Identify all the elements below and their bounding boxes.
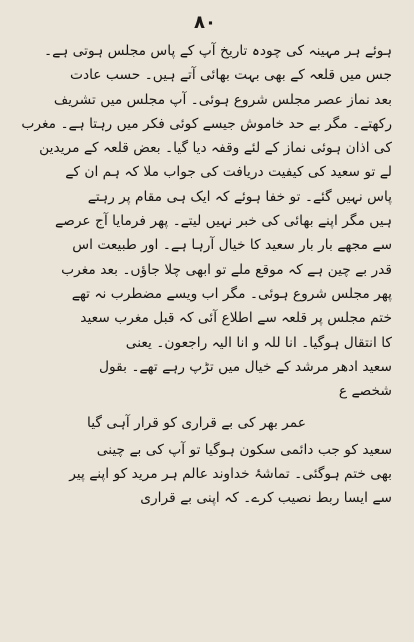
main-paragraph (18, 39, 392, 403)
verse-line: عمر بھر کی بے قراری کو قرار آہی گیا (87, 415, 306, 432)
page-number: ۸۰ (194, 12, 216, 33)
closing-line: بھی ختم ہوگئی۔ تماشۂ خداوند عالم ہر مرید کو اپنے پیر (69, 466, 392, 483)
paragraph-line: رکھتے۔ مگر بے حد خاموش جیسے کوئی فکر میں رہتا ہے۔ مغرب (21, 115, 392, 132)
paragraph-line: لے تو سعید کی کیفیت دریافت کی جواب ملا کہ ہم ان کے (65, 164, 392, 181)
closing-line: سعید کو جب دائمی سکون ہوگیا تو آپ کی بے چینی (96, 441, 392, 458)
paragraph-line: بعد نماز عصر مجلس شروع ہوئی۔ آپ مجلس میں تشریف (53, 91, 392, 108)
paragraph-line: سے مجھے بار بار سعید کا خیال آرہا ہے۔ اور طبیعت اس (72, 237, 392, 254)
paragraph-line: جس میں قلعہ کے بھی بہت بھائی آتے ہیں۔ حسب عادت (69, 67, 392, 84)
paragraph-line: ہوئے ہر مہینہ کی چودہ تاریخ آپ کے پاس مجلس ہوتی ہے۔ (44, 43, 392, 59)
paragraph-line: ہیں مگر اپنے بھائی کی خبر نہیں لیتے۔ پھر فرمایا آج عرصے (55, 213, 392, 230)
paragraph-line: کی اذان ہوئی نماز کے لئے وقفہ دیا گیا۔ بعض قلعہ کے مریدین (39, 140, 392, 157)
paragraph-line: قدر بے چین ہے کہ موقع ملے تو ابھی چلا جاؤں۔ بعد مغرب (61, 261, 392, 278)
closing-line: سے ایسا ربط نصیب کرے۔ کہ اپنی بے قراری (140, 490, 392, 507)
paragraph-line: ختم مجلس پر قلعہ سے اطلاع آئی کہ قبل مغرب سعید (80, 310, 392, 327)
closing-paragraph (18, 438, 392, 511)
paragraph-line: سعید ادھر مرشد کے خیال میں تڑپ رہے تھے۔ بقول (98, 358, 392, 375)
paragraph-line: شخصے ع (338, 383, 392, 400)
paragraph-line: کا انتقال ہوگیا۔ انا للہ و انا الیہ راجعون۔ یعنی (125, 334, 392, 351)
verse-block (18, 411, 392, 435)
paragraph-line: پھر مجلس شروع ہوئی۔ مگر اب ویسے مضطرب نہ تھے (71, 285, 392, 302)
paragraph-line: پاس نہیں گئے۔ تو خفا ہوئے کہ ایک ہی مقام پر رہتے (87, 188, 392, 205)
